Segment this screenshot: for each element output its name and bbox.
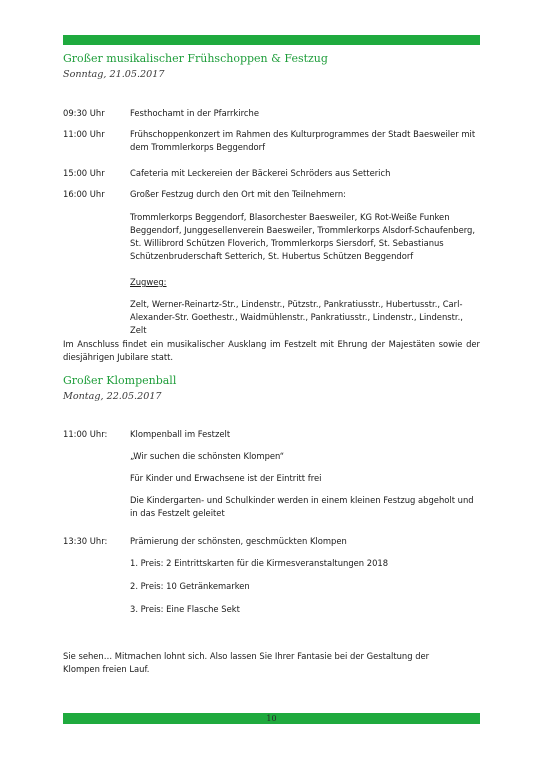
motto-text: „Wir suchen die schönsten Klompen“	[130, 451, 285, 461]
route-text: Zelt, Werner-Reinartz-Str., Lindenstr., Pützstr., Pankratiusstr., Hubertusstr., Carl-Alexander-Str. Goethestr., Waidmühlenstr., Pankratiusstr., Lindenstr., Lindenstr., Zelt	[130, 299, 463, 335]
schedule-text: Cafeteria mit Leckereien der Bäckerei Schröders aus Setterich	[130, 168, 391, 178]
time-label: 09:30 Uhr	[63, 108, 105, 118]
closing-text: Im Anschluss findet ein musikalischer Ausklang im Festzelt mit Ehrung der Majestäten sowie der diesjährigen Jubilare statt.	[63, 339, 480, 362]
entry-text: Für Kinder und Erwachsene ist der Eintritt frei	[130, 473, 322, 483]
time-label: 16:00 Uhr	[63, 189, 105, 199]
outro-text: Sie sehen… Mitmachen lohnt sich. Also lassen Sie Ihrer Fantasie bei der Gestaltung der Klompen freien Lauf.	[63, 651, 430, 674]
schedule-text: Klompenball im Festzelt	[130, 429, 231, 439]
section1-date: Sonntag, 21.05.2017	[63, 69, 165, 80]
prize-item: 2. Preis: 10 Getränkemarken	[130, 581, 250, 591]
time-label: 11:00 Uhr:	[63, 429, 108, 439]
participants-list: Trommlerkorps Beggendorf, Blasorchester Baesweiler, KG Rot-Weiße Funken Beggendorf, Junggesellenverein Baesweiler, Trommlerkorps Alsdorf-Schaufenberg, St. Willibrord Schützen Floverich, Trommlerkorps Siersdorf, St. Sebastianus Schützenbruderschaft Setterich, St. Hubertus Schützen Beggendorf	[130, 212, 476, 261]
schedule-text: Prämierung der schönsten, geschmückten Klompen	[130, 536, 347, 546]
schedule-text: Festhochamt in der Pfarrkirche	[130, 108, 259, 118]
schedule-text: Frühschoppenkonzert im Rahmen des Kulturprogrammes der Stadt Baesweiler mit dem Trommlerkorps Beggendorf	[130, 129, 476, 152]
header-bar	[63, 35, 480, 45]
prize-item: 3. Preis: Eine Flasche Sekt	[130, 604, 240, 614]
kids-text: Die Kindergarten- und Schulkinder werden in einem kleinen Festzug abgeholt und in das Festzelt geleitet	[130, 495, 474, 518]
page-number: 10	[266, 714, 277, 723]
section1-title: Großer musikalischer Frühschoppen & Festzug	[63, 52, 328, 65]
time-label: 11:00 Uhr	[63, 129, 105, 139]
schedule-text: Großer Festzug durch den Ort mit den Teilnehmern:	[130, 189, 346, 199]
time-label: 13:30 Uhr:	[63, 536, 108, 546]
route-label: Zugweg:	[130, 277, 167, 287]
prize-item: 1. Preis: 2 Eintrittskarten für die Kirmesveranstaltungen 2018	[130, 558, 389, 568]
time-label: 15:00 Uhr	[63, 168, 105, 178]
section2-date: Montag, 22.05.2017	[63, 391, 162, 402]
section2-title: Großer Klompenball	[63, 374, 177, 387]
